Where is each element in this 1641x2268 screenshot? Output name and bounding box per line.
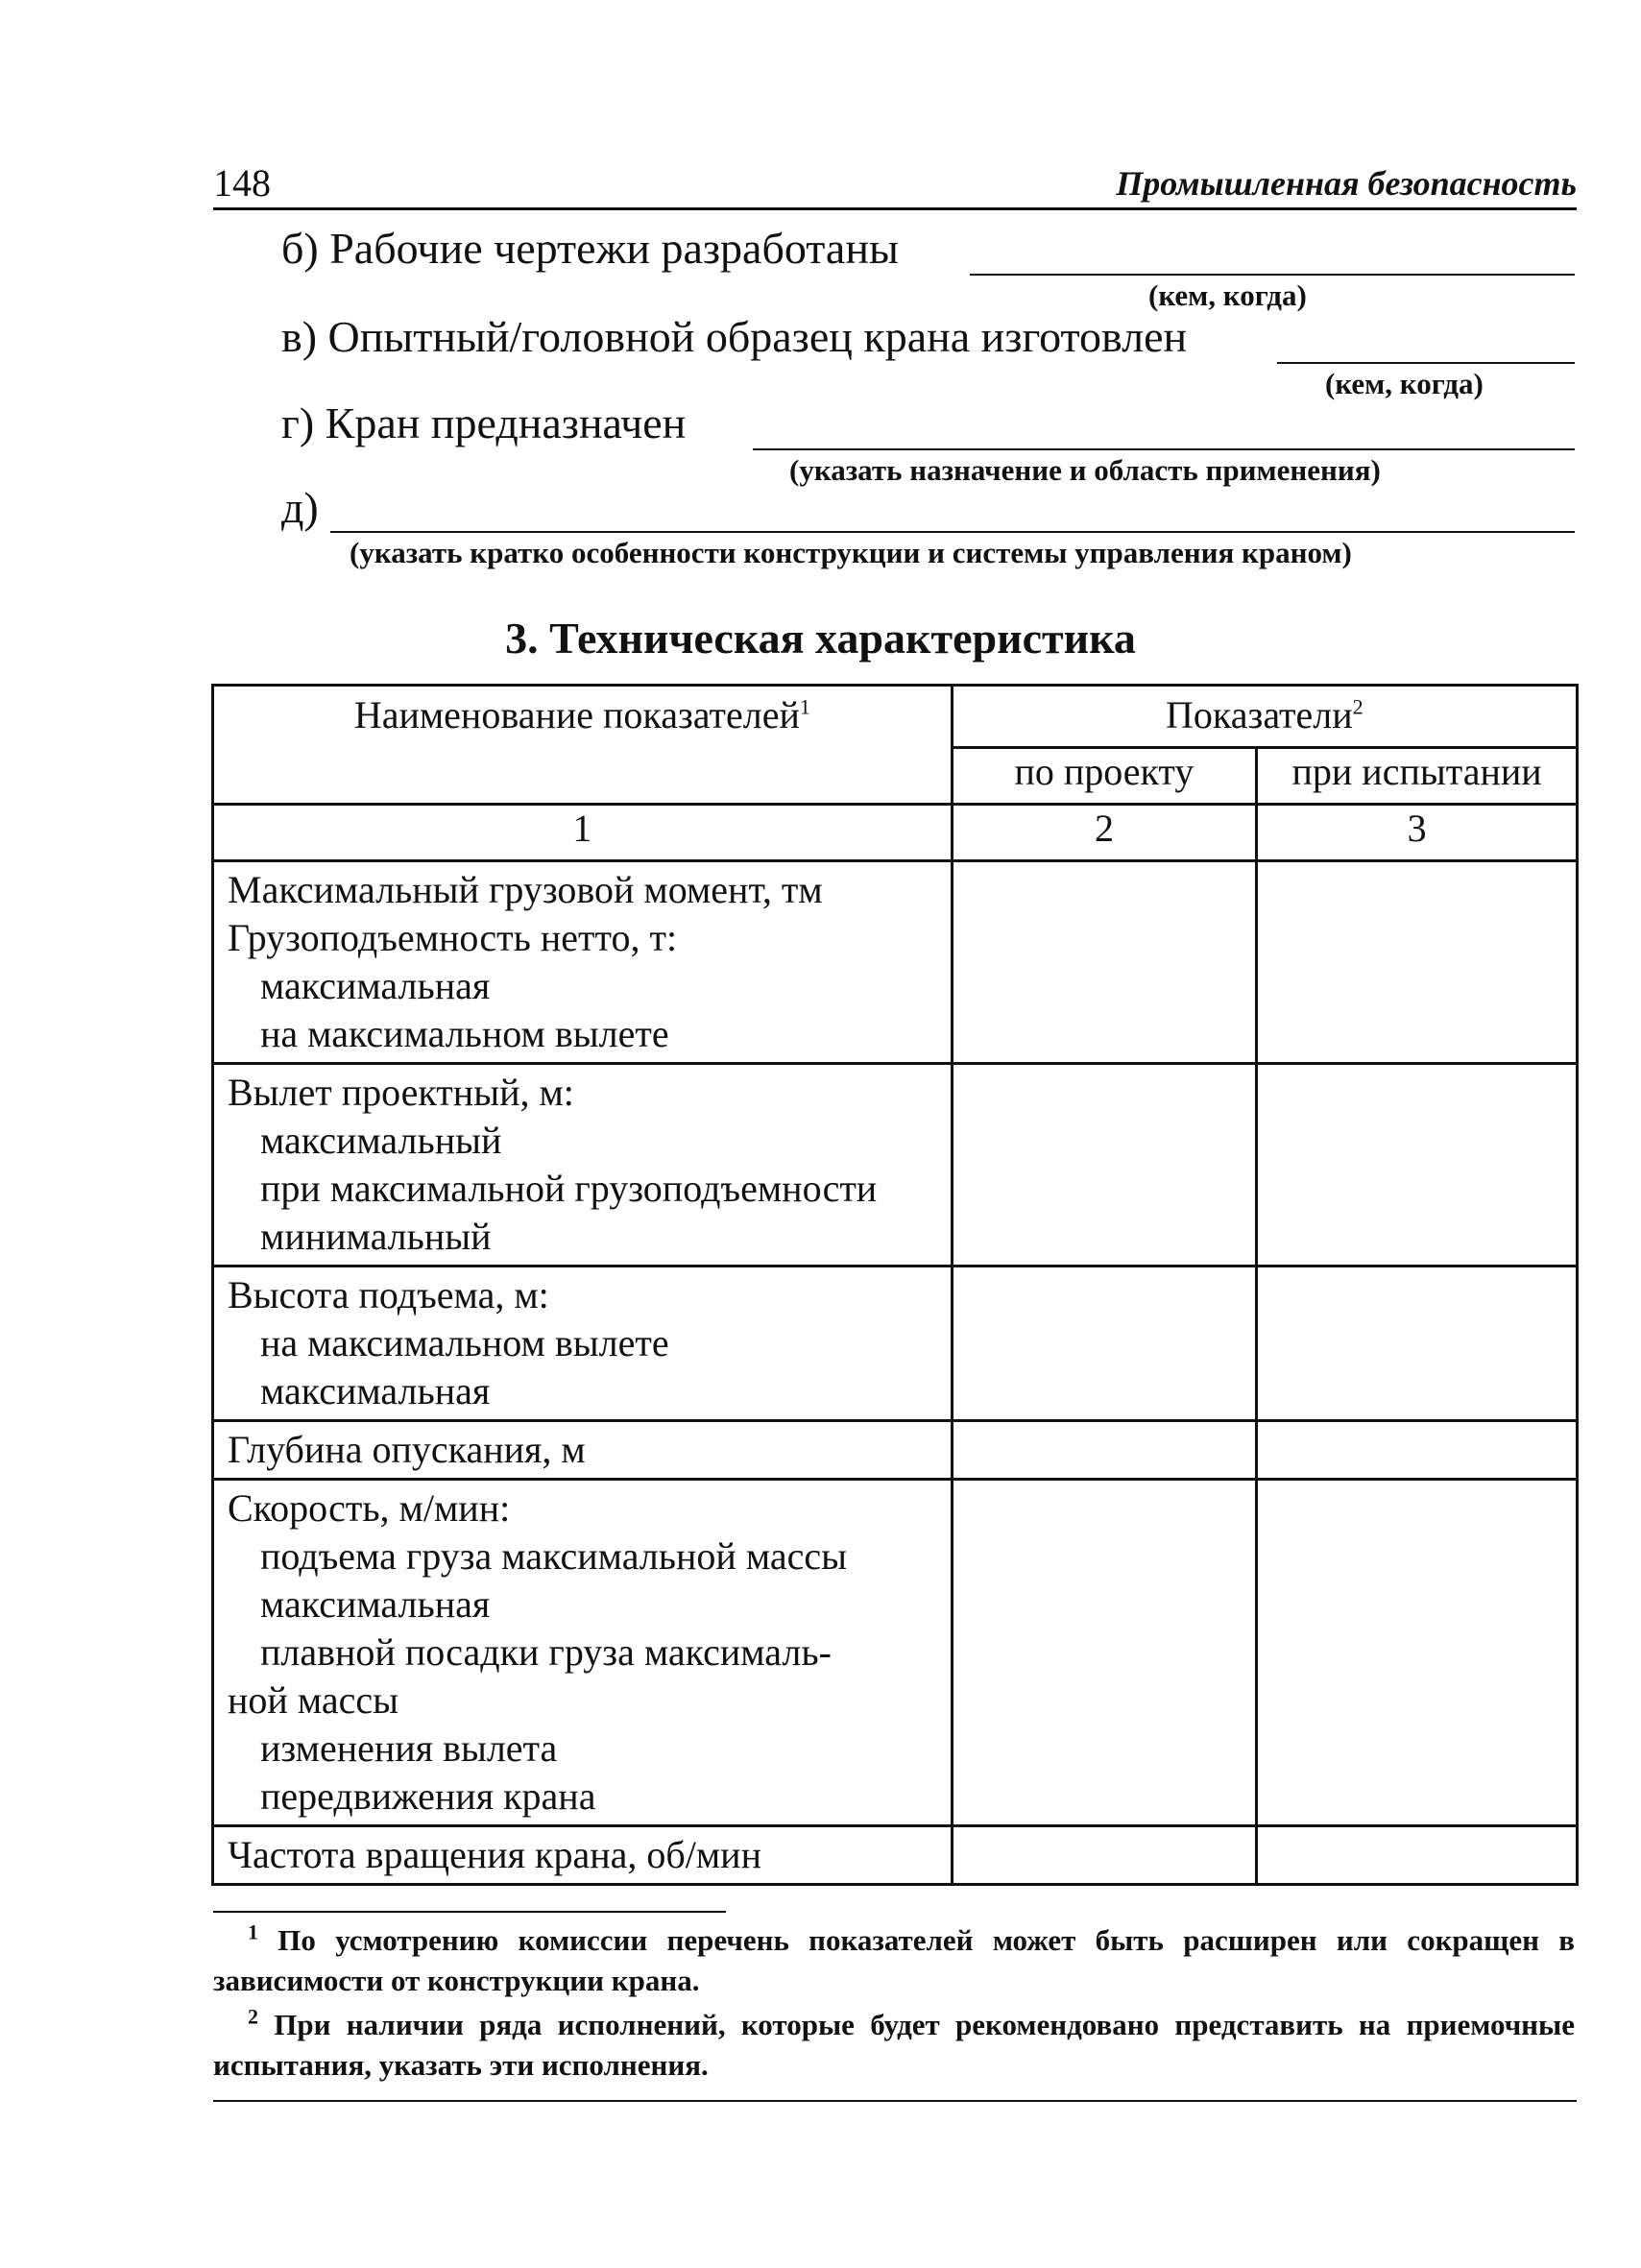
row-subline: максимальный	[260, 1119, 502, 1162]
footnote-1	[213, 1920, 1575, 2001]
value-cell-project	[952, 1480, 1257, 1826]
section-title: 3. Техническая характеристика	[505, 614, 1136, 663]
table-row	[213, 1826, 1578, 1885]
column-number: 3	[1257, 805, 1578, 861]
row-line: Скорость, м/мин:	[228, 1486, 511, 1530]
table-header-row	[213, 686, 1578, 748]
header-values-label: Показатели	[1166, 693, 1353, 736]
row-line: Высота подъема, м:	[228, 1273, 549, 1316]
table-row	[213, 861, 1578, 1064]
value-cell-project	[952, 1826, 1257, 1885]
row-subline: плавной посадки груза максималь-	[260, 1630, 832, 1674]
subheader-project: по проекту	[952, 748, 1257, 805]
blank-line-d	[330, 531, 1575, 533]
header-values-cell	[952, 686, 1577, 748]
row-subline: на максимальном вылете	[260, 1321, 669, 1364]
blank-line-b	[970, 274, 1575, 276]
row-label-cell	[213, 1826, 953, 1885]
column-number: 1	[213, 805, 953, 861]
row-subline: передвижения крана	[260, 1774, 596, 1818]
value-cell-test	[1257, 1480, 1578, 1826]
value-cell-project	[952, 1267, 1257, 1421]
value-cell-test	[1257, 1267, 1578, 1421]
value-cell-project	[952, 1421, 1257, 1480]
running-title: Промышленная безопасность	[1116, 164, 1577, 203]
subheader-test: при испытании	[1257, 748, 1578, 805]
hint-b: (кем, когда)	[1148, 278, 1307, 312]
row-subline: максимальная	[260, 1582, 491, 1626]
footnote-text: При наличии ряда исполнений, которые будет рекомендовано представить на приемочные испытания, указать эти исполнения.	[213, 2008, 1576, 2082]
footnote-separator	[213, 1911, 726, 1913]
row-line: Максимальный грузовой момент, тм	[228, 868, 823, 911]
page-header	[213, 154, 1577, 210]
value-cell-test	[1257, 1421, 1578, 1480]
bottom-rule	[213, 2100, 1577, 2102]
footnote-ref-1: 1	[799, 694, 810, 719]
row-line: Грузоподъемность нетто, т:	[228, 916, 678, 959]
header-name-label: Наименование показателей	[353, 693, 800, 736]
footnote-2	[213, 2005, 1575, 2086]
value-cell-test	[1257, 1826, 1578, 1885]
row-label-cell	[213, 1480, 953, 1826]
row-subline: при максимальной грузоподъемности	[260, 1167, 878, 1210]
row-subline: подъема груза максимальной массы	[260, 1534, 847, 1578]
form-line-g: г) Кран предназначен	[281, 398, 687, 447]
header-name-cell	[213, 686, 953, 805]
hint-g: (указать назначение и область применения)	[789, 453, 1381, 487]
form-line-d: д)	[281, 483, 319, 532]
row-subline: максимальная	[260, 1369, 491, 1412]
row-label-cell	[213, 1267, 953, 1421]
hint-d: (указать кратко особенности конструкции и системы управления краном)	[350, 536, 1352, 569]
table-row	[213, 1421, 1578, 1480]
value-cell-project	[952, 861, 1257, 1064]
row-line: Частота вращения крана, об/мин	[228, 1833, 761, 1876]
value-cell-test	[1257, 861, 1578, 1064]
footnote-ref-2: 2	[1352, 694, 1363, 719]
page-number: 148	[213, 161, 271, 205]
blank-line-g	[753, 448, 1575, 450]
footnote-text: По усмотрению комиссии перечень показателей может быть расширен или сокращен в зависимости от конструкции крана.	[213, 1923, 1575, 1997]
blank-line-v	[1277, 362, 1575, 364]
column-number-row	[213, 805, 1578, 861]
row-subline: минимальный	[260, 1215, 492, 1258]
row-label-cell	[213, 1421, 953, 1480]
row-label-cell	[213, 1064, 953, 1267]
hint-v: (кем, когда)	[1325, 367, 1484, 400]
table-row	[213, 1064, 1578, 1267]
row-line-continued: ной массы	[228, 1678, 398, 1722]
specification-table	[211, 684, 1579, 1886]
table-row	[213, 1267, 1578, 1421]
footnote-mark: 2	[248, 2004, 258, 2029]
value-cell-project	[952, 1064, 1257, 1267]
value-cell-test	[1257, 1064, 1578, 1267]
form-line-b: б) Рабочие чертежи разработаны	[281, 224, 899, 273]
table-row	[213, 1480, 1578, 1826]
column-number: 2	[952, 805, 1257, 861]
form-line-v: в) Опытный/головной образец крана изготовлен	[281, 312, 1188, 361]
row-subline: максимальная	[260, 964, 491, 1007]
footnote-mark: 1	[248, 1919, 258, 1944]
row-subline: на максимальном вылете	[260, 1012, 669, 1055]
row-line: Глубина опускания, м	[228, 1428, 586, 1471]
row-label-cell	[213, 861, 953, 1064]
row-subline: изменения вылета	[260, 1726, 558, 1770]
row-line: Вылет проектный, м:	[228, 1071, 574, 1114]
